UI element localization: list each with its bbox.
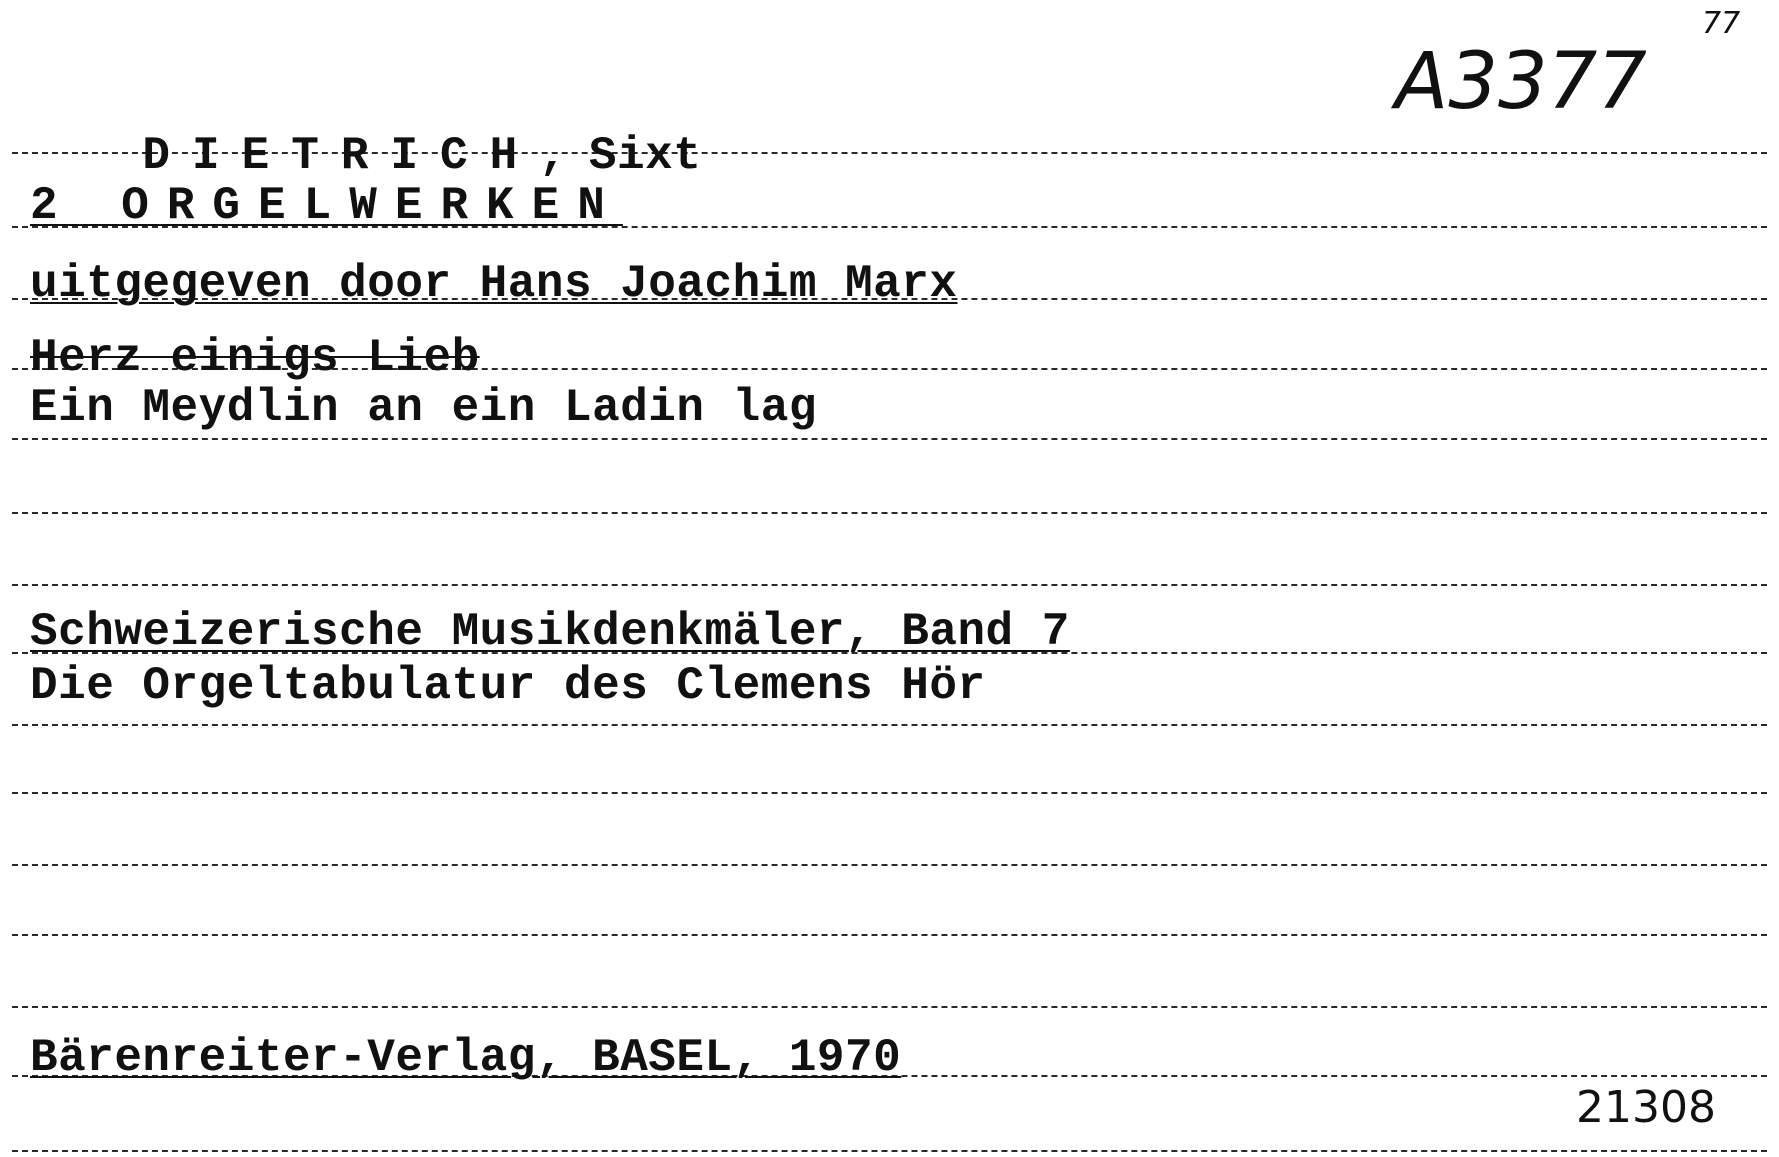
accession-number: 21308 [1576,1082,1716,1133]
rule-line [12,934,1767,936]
handwritten-shelfmark: A3377 [1395,37,1647,127]
rule-line [12,864,1767,866]
work-title: 2 ORGELWERKEN [30,180,623,232]
rule-line [12,724,1767,726]
rule-line [12,1150,1767,1152]
rule-line [12,792,1767,794]
handwritten-shelfmark-note: 77 [1702,6,1741,41]
editor-statement: uitgegeven door Hans Joachim Marx [30,258,958,310]
publisher-line: Bärenreiter-Verlag, BASEL, 1970 [30,1032,902,1084]
series-title: Schweizerische Musikdenkmäler, Band 7 [30,606,1070,658]
series-subtitle: Die Orgeltabulatur des Clemens Hör [30,660,986,712]
rule-line [12,1006,1767,1008]
contents-item: Herz einigs Lieb [30,332,480,384]
rule-line [12,512,1767,514]
rule-line [12,584,1767,586]
rule-line [12,438,1767,440]
author-surname: DIETRICH, [142,130,589,182]
contents-item: Ein Meydlin an ein Ladin lag [30,382,817,434]
author-given-name: Sixt [588,130,702,182]
